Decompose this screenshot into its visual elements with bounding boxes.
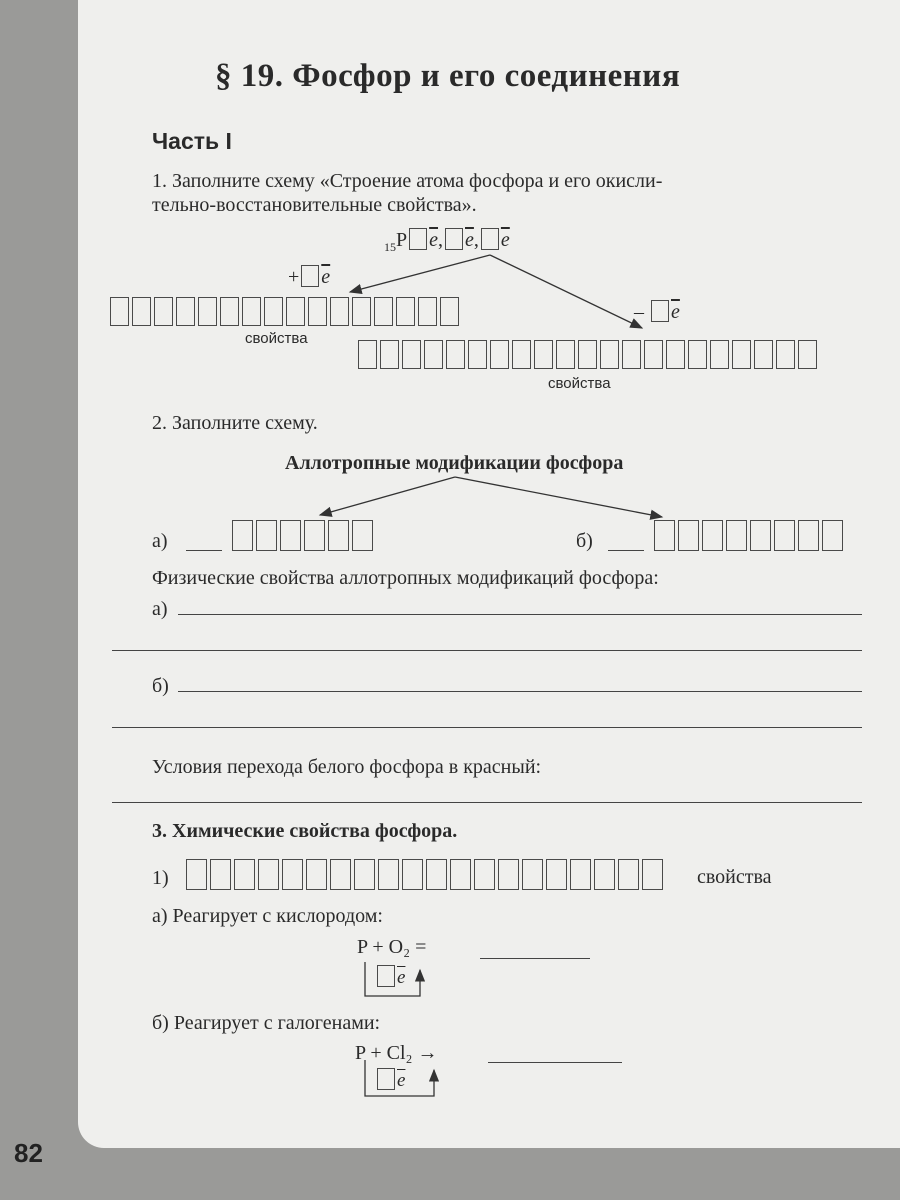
letter-box[interactable] [280, 520, 301, 551]
letter-box[interactable] [374, 297, 393, 326]
electron-symbol: $\overline{e}$ [397, 967, 406, 988]
page-title: § 19. Фосфор и его соединения [215, 58, 681, 94]
letter-box[interactable] [210, 859, 231, 890]
phys-b-answer-line[interactable] [178, 691, 862, 692]
allotrope-a-label: а) [152, 530, 168, 552]
letter-box[interactable] [450, 859, 471, 890]
reducer-letter-boxes [358, 340, 817, 369]
task1-text-line1: 1. Заполните схему «Строение атома фосфора и его окисли- [152, 170, 663, 192]
arrow-to-allotrope-a [320, 477, 455, 515]
page-number: 82 [14, 1138, 43, 1168]
phys-answer-line[interactable] [112, 727, 862, 728]
allotropes-title: Аллотропные модификации фосфора [285, 452, 624, 474]
letter-box[interactable] [754, 340, 773, 369]
letter-box[interactable] [358, 340, 377, 369]
letter-box[interactable] [570, 859, 591, 890]
conditions-answer-line[interactable] [112, 802, 862, 803]
task2-text: 2. Заполните схему. [152, 412, 318, 434]
letter-box[interactable] [498, 859, 519, 890]
allotrope-b-label: б) [576, 530, 593, 552]
letter-box[interactable] [750, 520, 771, 551]
letter-box[interactable] [732, 340, 751, 369]
letter-box[interactable] [654, 520, 675, 551]
letter-box[interactable] [378, 859, 399, 890]
letter-box[interactable] [132, 297, 151, 326]
letter-box[interactable] [424, 340, 443, 369]
electron-symbol: $\overline{e}$ [321, 266, 331, 288]
halogen-product-blank[interactable] [488, 1062, 622, 1063]
letter-box[interactable] [726, 520, 747, 551]
arrow-to-reducer [490, 255, 642, 328]
part-heading: Часть I [152, 128, 232, 154]
letter-box[interactable] [522, 859, 543, 890]
letter-box[interactable] [234, 859, 255, 890]
letter-box[interactable] [440, 297, 459, 326]
allotrope-b-blank[interactable] [608, 550, 644, 551]
letter-box[interactable] [282, 859, 303, 890]
item1-suffix: свойства [697, 866, 772, 888]
letter-box[interactable] [774, 520, 795, 551]
letter-box[interactable] [556, 340, 575, 369]
letter-box[interactable] [286, 297, 305, 326]
letter-box[interactable] [446, 340, 465, 369]
conditions-text: Условия перехода белого фосфора в красный: [152, 756, 542, 778]
letter-box[interactable] [354, 859, 375, 890]
letter-box[interactable] [330, 859, 351, 890]
letter-box[interactable] [232, 520, 253, 551]
letter-box[interactable] [644, 340, 663, 369]
allotrope-a-blank[interactable] [186, 550, 222, 551]
comma: , [473, 229, 479, 251]
halogen-electron-box[interactable] [377, 1068, 395, 1090]
letter-box[interactable] [110, 297, 129, 326]
letter-box[interactable] [678, 520, 699, 551]
letter-box[interactable] [396, 297, 415, 326]
chem-properties-boxes [186, 859, 663, 890]
letter-box[interactable] [330, 297, 349, 326]
letter-box[interactable] [710, 340, 729, 369]
letter-box[interactable] [154, 297, 173, 326]
letter-box[interactable] [176, 297, 195, 326]
letter-box[interactable] [306, 859, 327, 890]
oxygen-equation: P + O₂ = [357, 936, 427, 958]
letter-box[interactable] [600, 340, 619, 369]
letter-box[interactable] [352, 520, 373, 551]
oxygen-electron-box[interactable] [377, 965, 395, 987]
letter-box[interactable] [798, 340, 817, 369]
letter-box[interactable] [308, 297, 327, 326]
phys-a-answer-line[interactable] [178, 614, 862, 615]
letter-box[interactable] [258, 859, 279, 890]
letter-box[interactable] [304, 520, 325, 551]
letter-box[interactable] [242, 297, 261, 326]
letter-box[interactable] [402, 859, 423, 890]
letter-box[interactable] [418, 297, 437, 326]
oxygen-reaction-text: а) Реагирует с кислородом: [152, 905, 383, 927]
allotrope-a-boxes [232, 520, 373, 551]
letter-box[interactable] [798, 520, 819, 551]
letter-box[interactable] [468, 340, 487, 369]
letter-box[interactable] [776, 340, 795, 369]
letter-box[interactable] [220, 297, 239, 326]
letter-box[interactable] [822, 520, 843, 551]
atomic-number: 15 [384, 240, 396, 254]
right-properties-label: свойства [548, 375, 611, 392]
letter-box[interactable] [618, 859, 639, 890]
arrow-to-allotrope-b [455, 477, 662, 517]
letter-box[interactable] [594, 859, 615, 890]
letter-box[interactable] [534, 340, 553, 369]
electron-symbol: $\overline{e}$ [671, 301, 680, 323]
electron-symbol: $\overline{e}$ [429, 229, 439, 251]
letter-box[interactable] [264, 297, 283, 326]
letter-box[interactable] [186, 859, 207, 890]
physical-properties-title: Физические свойства аллотропных модификаций фосфора: [152, 567, 659, 589]
letter-box[interactable] [642, 859, 663, 890]
left-properties-label: свойства [245, 330, 308, 347]
letter-box[interactable] [352, 297, 371, 326]
oxygen-product-blank[interactable] [480, 958, 590, 959]
electron-symbol: $\overline{e}$ [397, 1070, 406, 1091]
electron-symbol: $\overline{e}$ [465, 229, 474, 251]
letter-box[interactable] [578, 340, 597, 369]
letter-box[interactable] [546, 859, 567, 890]
phys-answer-line[interactable] [112, 650, 862, 651]
letter-box[interactable] [490, 340, 509, 369]
item1-number: 1) [152, 867, 169, 889]
halogen-reaction-text: б) Реагирует с галогенами: [152, 1012, 381, 1034]
halogen-electron-transfer [375, 1068, 405, 1092]
letter-box[interactable] [622, 340, 641, 369]
oxidizer-letter-boxes [110, 297, 459, 326]
halogen-equation: P + Cl₂ → [355, 1042, 438, 1064]
letter-box[interactable] [512, 340, 531, 369]
plus-sign: + [288, 266, 300, 288]
letter-box[interactable] [380, 340, 399, 369]
phys-a-label: а) [152, 598, 168, 620]
comma: , [438, 229, 444, 251]
letter-box[interactable] [474, 859, 495, 890]
allotrope-b-boxes [654, 520, 843, 551]
task3-title: 3. Химические свойства фосфора. [152, 820, 458, 842]
atom-symbol: P [396, 229, 408, 251]
minus-sign: – [634, 301, 644, 323]
letter-box[interactable] [328, 520, 349, 551]
arrow-to-oxidizer [350, 255, 490, 292]
letter-box[interactable] [702, 520, 723, 551]
electron-symbol: $\overline{e}$ [500, 229, 510, 251]
letter-box[interactable] [426, 859, 447, 890]
oxygen-electron-transfer [375, 965, 405, 989]
letter-box[interactable] [256, 520, 277, 551]
letter-box[interactable] [402, 340, 421, 369]
phys-b-label: б) [152, 675, 169, 697]
letter-box[interactable] [198, 297, 217, 326]
letter-box[interactable] [666, 340, 685, 369]
task1-text-line2: тельно-восстановительные свойства». [152, 194, 477, 216]
letter-box[interactable] [688, 340, 707, 369]
